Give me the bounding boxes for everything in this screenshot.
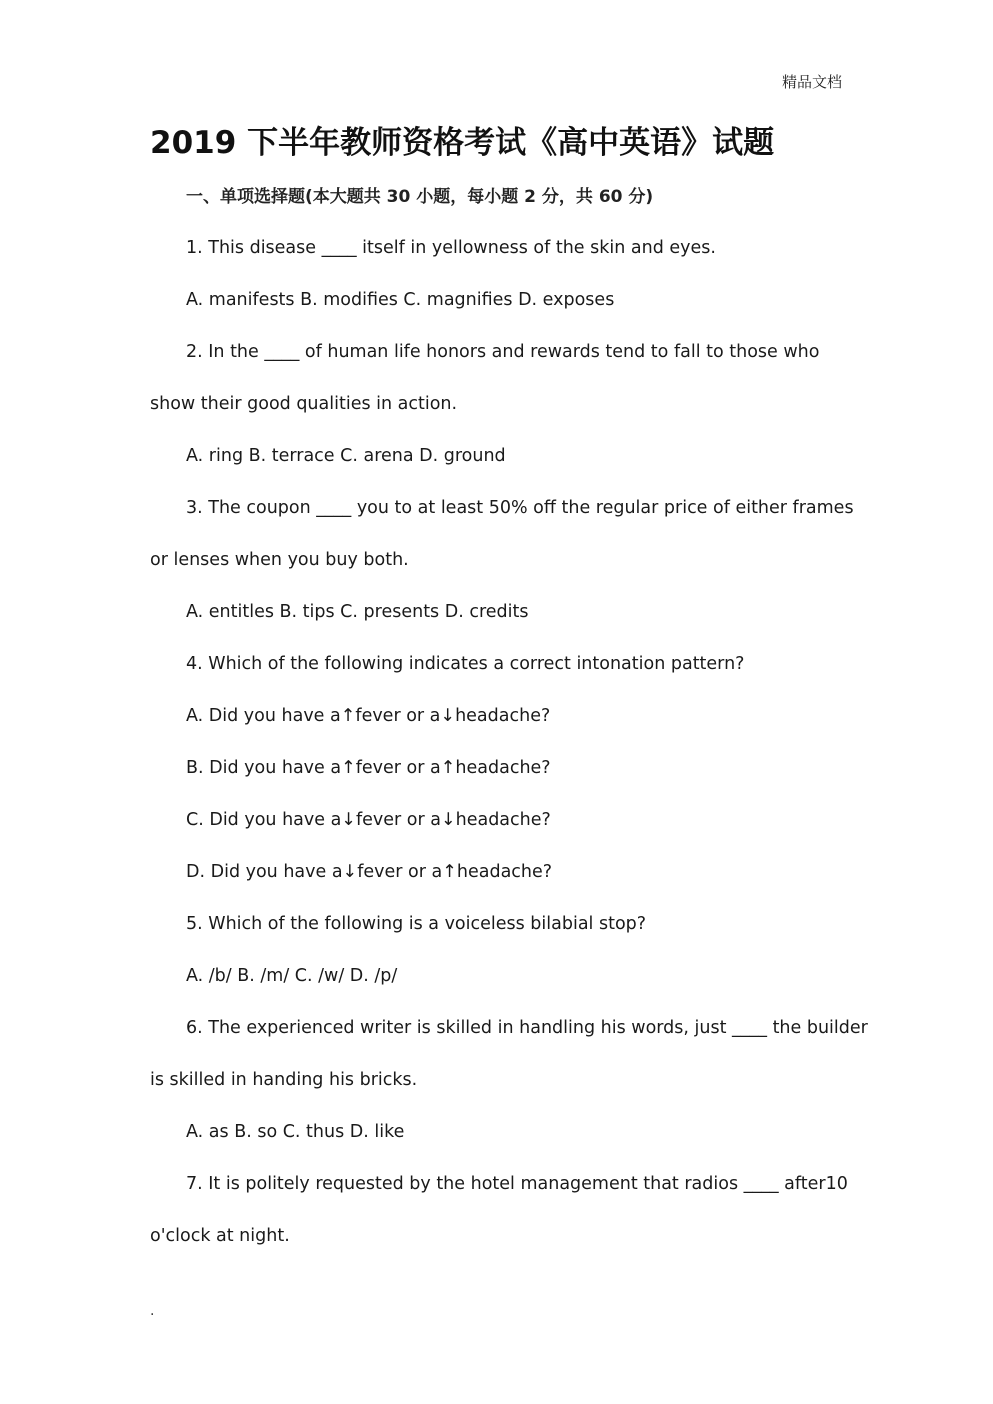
page-footer-dot: . — [150, 1303, 155, 1319]
document-title: 2019 下半年教师资格考试《高中英语》试题 — [150, 125, 775, 161]
question-4-option-d: D. Did you have a↓fever or a↑headache? — [186, 862, 553, 882]
question-4-option-c: C. Did you have a↓fever or a↓headache? — [186, 810, 551, 830]
question-7-stem-line2: o'clock at night. — [150, 1226, 290, 1246]
question-3-stem-line2: or lenses when you buy both. — [150, 550, 409, 570]
section-heading: 一、单项选择题(本大题共 30 小题，每小题 2 分，共 60 分) — [186, 187, 654, 207]
header-label: 精品文档 — [782, 73, 843, 91]
question-2-stem-line1: 2. In the ____ of human life honors and rewards tend to fall to those who — [186, 342, 820, 362]
question-6-stem-line1: 6. The experienced writer is skilled in handling his words, just ____ the builder — [186, 1018, 868, 1038]
question-5-options: A. /b/ B. /m/ C. /w/ D. /p/ — [186, 966, 398, 986]
question-6-options: A. as B. so C. thus D. like — [186, 1122, 405, 1142]
question-7-stem-line1: 7. It is politely requested by the hotel management that radios ____ after10 — [186, 1174, 848, 1194]
question-2-stem-line2: show their good qualities in action. — [150, 394, 458, 414]
question-4-stem: 4. Which of the following indicates a correct intonation pattern? — [186, 654, 745, 674]
question-1-options: A. manifests B. modifies C. magnifies D. exposes — [186, 290, 615, 310]
question-4-option-b: B. Did you have a↑fever or a↑headache? — [186, 758, 551, 778]
question-1-stem: 1. This disease ____ itself in yellowness of the skin and eyes. — [186, 238, 716, 258]
question-3-options: A. entitles B. tips C. presents D. credits — [186, 602, 529, 622]
question-2-options: A. ring B. terrace C. arena D. ground — [186, 446, 506, 466]
question-4-option-a: A. Did you have a↑fever or a↓headache? — [186, 706, 551, 726]
question-6-stem-line2: is skilled in handing his bricks. — [150, 1070, 418, 1090]
question-5-stem: 5. Which of the following is a voiceless bilabial stop? — [186, 914, 647, 934]
question-3-stem-line1: 3. The coupon ____ you to at least 50% off the regular price of either frames — [186, 498, 854, 518]
